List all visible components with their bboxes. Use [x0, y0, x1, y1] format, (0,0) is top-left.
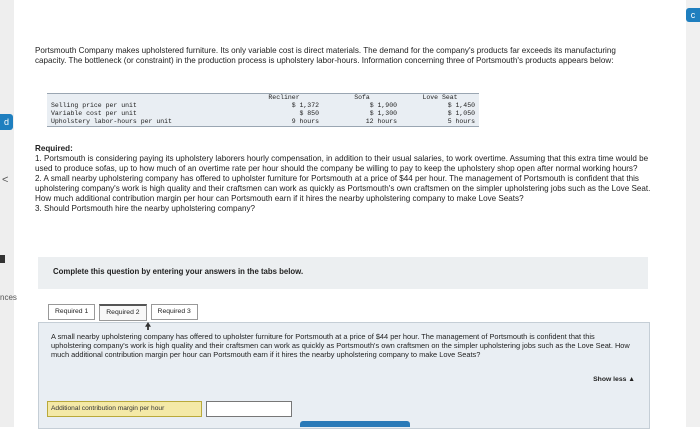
answer-label: Additional contribution margin per hour	[47, 401, 202, 417]
left-sidebar	[0, 0, 17, 427]
cell-value: $ 1,050	[447, 110, 475, 117]
required-q2: 2. A small nearby upholstering company has offered to upholster furniture for Portsmouth at a price of $44 per hour. The management of Portsmouth is confident that this upholstering company's work is high quality and their craftsmen can work as quickly as Portsmouth's own craftsmen on the simpler upholstering jobs such as the Love Seat. How much additional contribution margin per hour can Portsmouth earn if it hires the nearby upholstering company to make Love Seats?	[35, 174, 651, 203]
left-badge[interactable]: d	[0, 114, 13, 130]
cell-value: $ 1,372	[291, 102, 319, 109]
tab-required-2[interactable]: Required 2	[99, 304, 146, 321]
cell-value: 12 hours	[365, 118, 397, 125]
instructions-text: Complete this question by entering your answers in the tabs below.	[53, 267, 304, 276]
cell-value: $ 1,300	[369, 110, 397, 117]
tab-bar	[48, 304, 202, 320]
header-sofa: Sofa	[354, 94, 370, 101]
required-q1: 1. Portsmouth is considering paying its upholstery laborers hourly compensation, in addition to their usual salaries, to work overtime. Assuming that this extra time would be used to produce sofas, up to how much of an overtime rate per hour should the company be willing to pay to keep the upholstery shop open after normal working hours?	[35, 154, 649, 173]
cell-value: $ 850	[299, 110, 319, 117]
tab-required-3[interactable]: Required 3	[151, 304, 198, 320]
required-list	[35, 154, 655, 214]
row-label: Selling price per unit	[51, 102, 137, 109]
cell-value: 5 hours	[447, 118, 475, 125]
right-badge[interactable]: c	[686, 8, 700, 22]
table-row	[47, 102, 479, 110]
product-table	[47, 93, 479, 127]
left-strip-label: nces	[0, 293, 17, 302]
problem-intro: Portsmouth Company makes upholstered furniture. Its only variable cost is direct materials. The demand for the company's products far exceeds its manufacturing capacity. The bottleneck (or constraint) in the production process is upholstery labor-hours. Information concerning three of Portsmouth's products appears below:	[35, 46, 616, 65]
right-sidebar	[686, 0, 700, 427]
show-less-button[interactable]: Show less ▲	[593, 376, 635, 383]
instructions-box	[38, 257, 648, 289]
header-recliner: Recliner	[268, 94, 300, 101]
next-button[interactable]	[300, 421, 410, 427]
cell-value: $ 1,900	[369, 102, 397, 109]
table-row	[47, 118, 479, 127]
chevron-left-icon[interactable]: <	[2, 174, 9, 186]
cell-value: $ 1,450	[447, 102, 475, 109]
cell-value: 9 hours	[291, 118, 319, 125]
required-q3: 3. Should Portsmouth hire the nearby upholstering company?	[35, 204, 256, 213]
table-header-blank	[47, 94, 245, 103]
marker-icon	[0, 255, 5, 263]
required-heading: Required:	[35, 144, 73, 153]
table-row	[47, 110, 479, 118]
answer-input[interactable]	[206, 401, 292, 417]
answer-panel	[38, 322, 650, 429]
row-label: Variable cost per unit	[51, 110, 137, 117]
tab-required-1[interactable]: Required 1	[48, 304, 95, 320]
header-love-seat: Love Seat	[422, 94, 458, 101]
table-header-row	[47, 94, 479, 103]
row-label: Upholstery labor-hours per unit	[51, 118, 172, 125]
panel-question-text: A small nearby upholstering company has offered to upholster furniture for Portsmouth at a price of $44 per hour. The management of Portsmouth is confident that this upholstering company's work is high quality and their craftsmen can work as quickly as Portsmouth's own craftsmen on the simpler upholstering jobs such as the Love Seat. How much additional contribution margin per hour can Portsmouth earn if it hires the nearby upholstering company to make Love Seats?	[51, 332, 630, 359]
answer-row	[47, 401, 292, 417]
